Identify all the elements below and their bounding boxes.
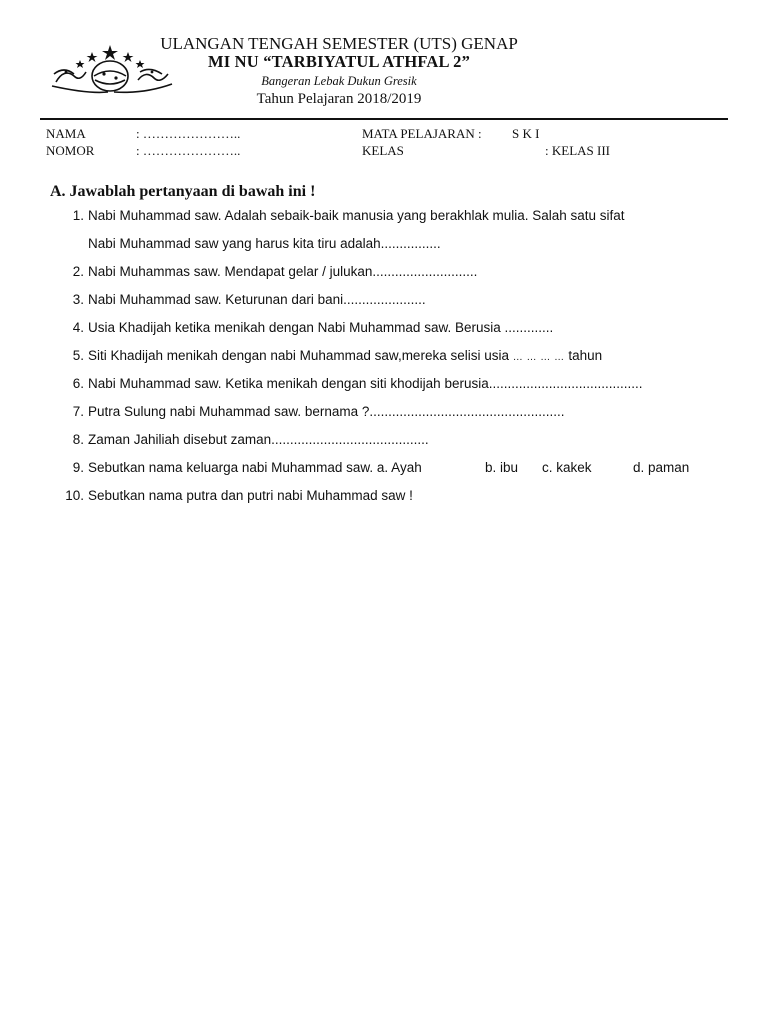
mapel-label: MATA PELAJARAN :	[362, 126, 482, 141]
school-name: MI NU “TARBIYATUL ATHFAL 2”	[207, 52, 471, 71]
header-divider	[40, 118, 728, 120]
question-number: 5.	[72, 348, 84, 363]
question-text: Nabi Muhammas saw. Mendapat gelar / julukan............................	[88, 264, 478, 279]
mapel-value: S K I	[512, 126, 540, 141]
question-text: Sebutkan nama keluarga nabi Muhammad saw. a. Ayah	[88, 460, 422, 475]
option-d: d. paman	[633, 460, 690, 475]
kelas-label: KELAS	[362, 143, 404, 158]
option-c: c. kakek	[542, 460, 592, 475]
nama-field[interactable]: : …………………..	[136, 126, 241, 141]
school-address: Bangeran Lebak Dukun Gresik	[261, 74, 417, 88]
question-number: 7.	[72, 404, 84, 419]
school-year: Tahun Pelajaran 2018/2019	[256, 91, 422, 107]
exam-title: ULANGAN TENGAH SEMESTER (UTS) GENAP	[160, 34, 518, 53]
question-text: Sebutkan nama putra dan putri nabi Muhammad saw !	[88, 488, 413, 503]
question-text-main: Siti Khadijah menikah dengan nabi Muhammad saw,mereka selisi usia	[88, 348, 509, 363]
option-b: b. ibu	[485, 460, 519, 475]
question-number: 3.	[72, 292, 84, 307]
question-text: Nabi Muhammad saw. Adalah sebaik-baik manusia yang berakhlak mulia. Salah satu sifat	[88, 208, 625, 223]
kelas-value: : KELAS III	[545, 143, 610, 158]
question-text: Putra Sulung nabi Muhammad saw. bernama ?....................................................	[88, 404, 565, 419]
nama-label: NAMA	[46, 126, 86, 141]
question-text: Nabi Muhammad saw yang harus kita tiru adalah................	[88, 236, 441, 251]
question-text: Usia Khadijah ketika menikah dengan Nabi Muhammad saw. Berusia .............	[88, 320, 554, 335]
question-number: 1.	[72, 208, 84, 223]
question-text	[88, 348, 602, 363]
question-number: 9.	[72, 460, 84, 475]
question-number: 2.	[72, 264, 84, 279]
question-text: Nabi Muhammad saw. Keturunan dari bani......................	[88, 292, 426, 307]
question-text: Zaman Jahiliah disebut zaman..........................................	[88, 432, 429, 447]
nomor-field[interactable]: : …………………..	[136, 143, 241, 158]
answer-suffix: tahun	[568, 348, 603, 363]
question-number: 6.	[72, 376, 84, 391]
question-text: Nabi Muhammad saw. Ketika menikah dengan siti khodijah berusia.........................................	[88, 376, 643, 391]
question-number: 10.	[65, 488, 84, 503]
section-title: A. Jawablah pertanyaan di bawah ini !	[50, 183, 316, 200]
question-number: 8.	[72, 432, 84, 447]
question-number: 4.	[72, 320, 84, 335]
nomor-label: NOMOR	[46, 143, 95, 158]
answer-dots: … … … …	[512, 352, 565, 363]
